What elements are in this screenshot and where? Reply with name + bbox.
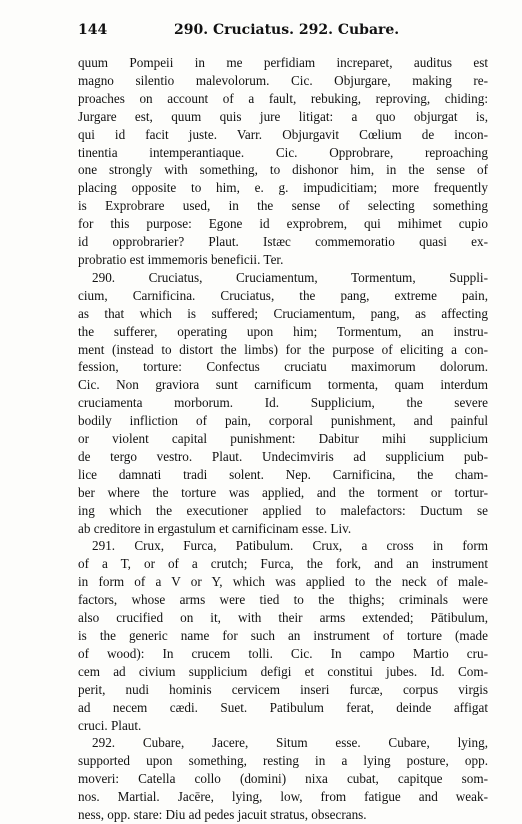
text-line: bodily infliction of pain, corporal punishment, and painful bbox=[78, 413, 488, 429]
text-line: cem ad civium supplicium defigi et constitui jubes. Id. Com- bbox=[78, 663, 488, 679]
page-body bbox=[78, 54, 488, 824]
text-line: Cic. Non graviora sunt carnificum tormenta, quam interdum bbox=[78, 377, 488, 393]
text-line: qui id facit juste. Varr. Objurgavit Cœlium de incon- bbox=[78, 126, 488, 142]
text-line: is Exprobrare used, in the sense of selecting something bbox=[78, 198, 488, 214]
text-line: fession, torture: Confectus cruciatu maximorum dolorum. bbox=[78, 359, 488, 375]
text-line: 290. Cruciatus, Cruciamentum, Tormentum, Suppli- bbox=[92, 269, 488, 285]
text-line: Jurgare est, quum quis jure litigat: a quo objurgat is, bbox=[78, 108, 488, 124]
text-line: lice damnati tradi solent. Nep. Carnificina, the cham- bbox=[78, 466, 488, 482]
text-line: of a T, or of a crutch; Furca, the fork, and an instrument bbox=[78, 556, 488, 572]
text-line: factors, whose arms were tied to the thighs; criminals were bbox=[78, 592, 488, 608]
text-line: supported upon something, resting in a lying posture, opp. bbox=[78, 753, 488, 769]
page-header bbox=[78, 22, 488, 44]
text-line: is the generic name for such an instrument of torture (made bbox=[78, 628, 488, 643]
running-title: 290. Cruciatus. 292. Cubare. bbox=[174, 22, 400, 38]
page-number: 144 bbox=[78, 22, 108, 38]
text-line: as that which is suffered; Cruciamentum, pang, as affecting bbox=[78, 305, 488, 321]
text-line: cruciamenta morborum. Id. Supplicium, the severe bbox=[78, 395, 488, 411]
text-line: nos. Martial. Jacēre, lying, low, from fatigue and weak- bbox=[78, 789, 488, 805]
text-line: cruci. Plaut. bbox=[78, 717, 142, 733]
text-line: ness, opp. stare: Diu ad pedes jacuit stratus, obsecrans. bbox=[78, 807, 367, 823]
text-line: 292. Cubare, Jacere, Situm esse. Cubare, lying, bbox=[92, 735, 488, 751]
text-line: id opprobrarier? Plaut. Istæc commemoratio quasi ex- bbox=[78, 234, 488, 250]
text-line: or violent capital punishment: Dabitur mihi supplicium bbox=[78, 431, 488, 447]
text-line: perit, nudi hominis cervicem inseri furcæ, corpus virgis bbox=[78, 681, 488, 697]
text-line: placing opposite to him, e. g. impudicitiam; more frequently bbox=[78, 180, 488, 196]
text-line: the sufferer, operating upon him; Tormentum, an instru- bbox=[78, 323, 488, 339]
text-line: proaches on account of a fault, rebuking, reproving, chiding: bbox=[78, 90, 488, 106]
text-line: ing which the executioner applied to malefactors: Ductum se bbox=[78, 502, 488, 518]
text-line: in form of a V or Y, which was applied to the neck of male- bbox=[78, 574, 488, 590]
text-line: ab creditore in ergastulum et carnificinam esse. Liv. bbox=[78, 520, 352, 536]
text-line: probratio est immemoris beneficii. Ter. bbox=[78, 251, 284, 267]
text-line: also crucified on it, with their arms extended; Pātibulum, bbox=[78, 610, 488, 626]
text-line: one strongly with something, to dishonor him, in the sense of bbox=[78, 162, 488, 178]
text-line: of wood): In crucem tolli. Cic. In campo Martio cru- bbox=[78, 645, 488, 661]
text-line: magno silentio malevolorum. Cic. Objurgare, making re- bbox=[78, 72, 488, 88]
text-line: cium, Carnificina. Cruciatus, the pang, extreme pain, bbox=[78, 287, 488, 303]
text-line: for this purpose: Egone id exprobrem, qui mihimet cupio bbox=[78, 216, 488, 232]
text-line: tinentia intemperantiaque. Cic. Opprobrare, reproaching bbox=[78, 144, 488, 160]
text-line: quum Pompeii in me perfidiam increparet, auditus est bbox=[78, 55, 488, 70]
text-line: ber where the torture was applied, and the torment or tortur- bbox=[78, 484, 488, 500]
text-line: 291. Crux, Furca, Patibulum. Crux, a cross in form bbox=[92, 538, 488, 554]
text-line: ment (instead to distort the limbs) for the purpose of eliciting a con- bbox=[78, 341, 488, 357]
text-line: de tergo vestro. Plaut. Undecimviris ad supplicium pub- bbox=[78, 448, 488, 464]
text-line: ad necem cædi. Suet. Patibulum ferat, deinde affigat bbox=[78, 699, 488, 715]
text-line: moveri: Catella collo (domini) nixa cubat, capitque som- bbox=[78, 771, 488, 787]
